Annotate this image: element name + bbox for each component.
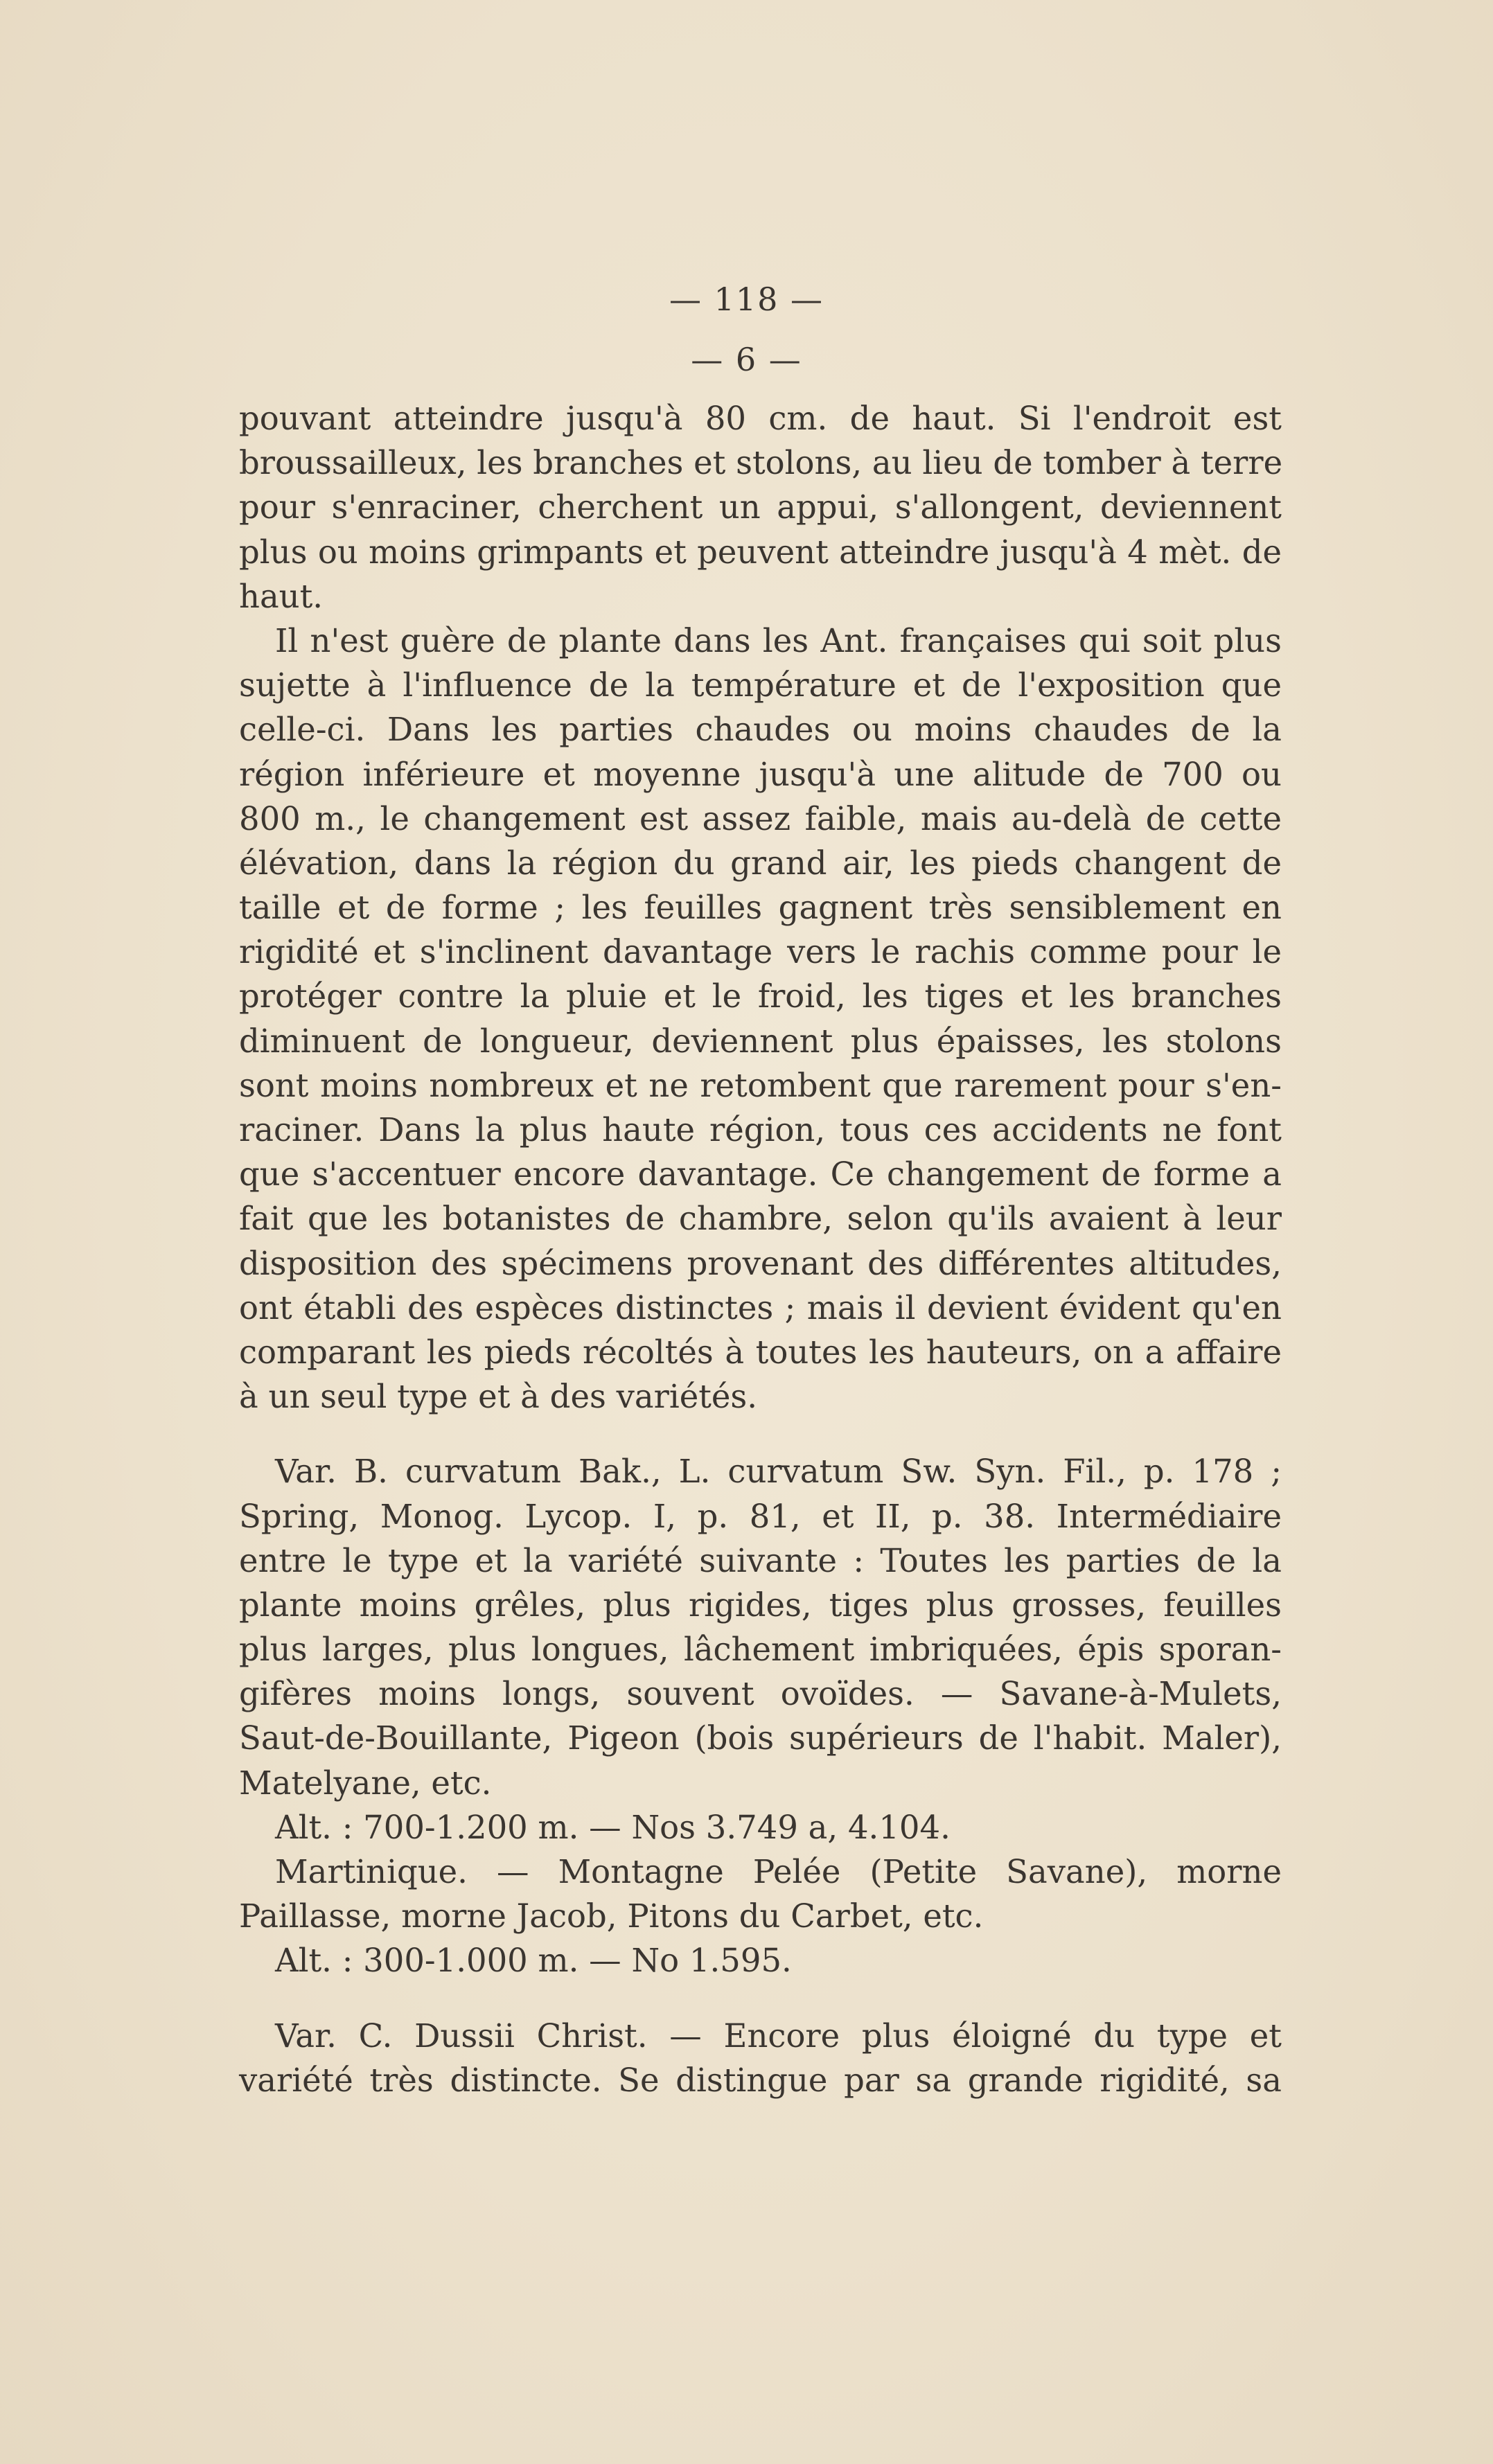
text-line: Il n'est guère de plante dans les Ant. françaises qui soit plus [275, 621, 1282, 659]
paragraph-var-c [239, 2014, 1282, 2102]
text-line: Spring, Monog. Lycop. I, p. 81, et II, p. 38. Intermédiaire [239, 1497, 1282, 1535]
paragraph-gap [239, 1419, 1282, 1449]
text-line: Var. B. curvatum Bak., L. curvatum Sw. Syn. Fil., p. 178 ; [275, 1453, 1282, 1491]
text-line: pour s'enraciner, cherchent un appui, s'allongent, deviennent [239, 488, 1282, 526]
text-line: Alt. : 300-1.000 m. — No 1.595. [275, 1942, 792, 1980]
text-line: Alt. : 700-1.200 m. — Nos 3.749 a, 4.104. [275, 1808, 951, 1846]
text-line: à un seul type et à des variétés. [239, 1378, 758, 1416]
text-line: plante moins grêles, plus rigides, tiges plus grosses, feuilles [239, 1586, 1282, 1624]
text-line: Matelyane, etc. [239, 1764, 492, 1802]
text-line: Martinique. — Montagne Pelée (Petite Savane), morne [275, 1853, 1282, 1890]
text-line: rigidité et s'inclinent davantage vers le rachis comme pour le [239, 933, 1282, 971]
text-line: celle-ci. Dans les parties chaudes ou moins chaudes de la [239, 711, 1282, 749]
body-text [239, 396, 1282, 2102]
text-line: Var. C. Dussii Christ. — Encore plus éloigné du type et [275, 2017, 1282, 2055]
text-line: haut. [239, 577, 324, 615]
text-line: gifères moins longs, souvent ovoïdes. — Savane-à-Mulets, [239, 1675, 1282, 1713]
text-line: fait que les botanistes de chambre, selon qu'ils avaient à leur [239, 1200, 1282, 1238]
text-line: comparant les pieds récoltés à toutes les hauteurs, on a affaire [239, 1333, 1282, 1371]
text-line: région inférieure et moyenne jusqu'à une alitude de 700 ou [239, 755, 1282, 793]
text-line: raciner. Dans la plus haute région, tous ces accidents ne font [239, 1111, 1282, 1149]
text-line: disposition des spécimens provenant des différentes altitudes, [239, 1244, 1282, 1282]
text-line: élévation, dans la région du grand air, les pieds changent de [239, 844, 1282, 882]
text-line: sujette à l'influence de la température et de l'exposition que [239, 666, 1282, 704]
paragraph-martinique [239, 1850, 1282, 1938]
text-line: broussailleux, les branches et stolons, au lieu de tomber à terre [239, 444, 1283, 482]
page-number: — 118 — [669, 281, 824, 318]
text-line: pouvant atteindre jusqu'à 80 cm. de haut. Si l'endroit est [239, 400, 1282, 437]
text-line: 800 m., le changement est assez faible, mais au-delà de cette [239, 799, 1282, 837]
paragraph-var-b [239, 1449, 1282, 1805]
text-line: ont établi des espèces distinctes ; mais il devient évident qu'en [239, 1288, 1282, 1327]
paragraph-continuation [239, 396, 1282, 619]
text-line: taille et de forme ; les feuilles gagnent très sensiblement en [239, 889, 1282, 927]
text-line: plus ou moins grimpants et peuvent atteindre jusqu'à 4 mèt. de [239, 533, 1282, 571]
text-line: sont moins nombreux et ne retombent que rarement pour s'en- [239, 1066, 1282, 1104]
paragraph-altitude-martinique [239, 1938, 1282, 1983]
text-line: Saut-de-Bouillante, Pigeon (bois supérieurs de l'habit. Maler), [239, 1719, 1282, 1757]
text-line: variété très distincte. Se distingue par sa grande rigidité, sa [239, 2061, 1282, 2099]
text-line: que s'accentuer encore davantage. Ce changement de forme a [239, 1155, 1282, 1194]
paragraph-altitude-guadeloupe [239, 1805, 1282, 1850]
text-line: entre le type et la variété suivante : Toutes les parties de la [239, 1541, 1282, 1579]
text-line: diminuent de longueur, deviennent plus épaisses, les stolons [239, 1022, 1282, 1060]
text-line: plus larges, plus longues, lâchement imbriquées, épis sporan- [239, 1631, 1282, 1669]
text-line: Paillasse, morne Jacob, Pitons du Carbet, etc. [239, 1897, 984, 1935]
text-line: protéger contre la pluie et le froid, les tiges et les branches [239, 977, 1282, 1016]
paragraph-gap [239, 1983, 1282, 2014]
section-number: — 6 — [691, 341, 802, 378]
paragraph-influence [239, 619, 1282, 1419]
